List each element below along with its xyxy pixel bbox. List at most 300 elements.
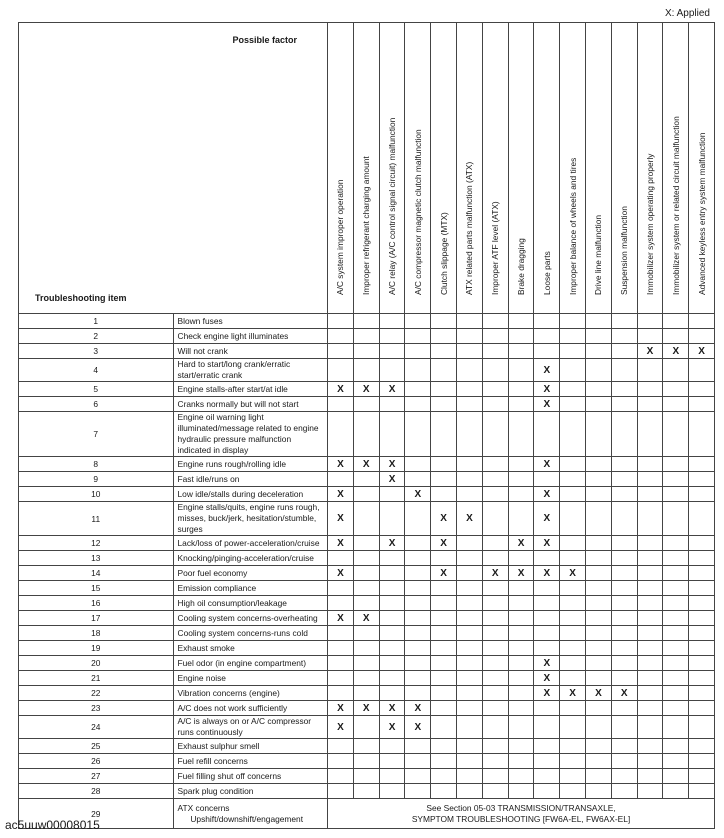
factor-cell [560, 716, 586, 739]
factor-cell [637, 329, 663, 344]
factor-cell [689, 397, 715, 412]
factor-label: Immobilizer system or related circuit malfunction [670, 116, 681, 295]
factor-cell [534, 412, 560, 457]
row-number: 10 [19, 487, 174, 502]
factor-cell [586, 344, 612, 359]
factor-cell [611, 536, 637, 551]
factor-cell [560, 784, 586, 799]
factor-cell [586, 457, 612, 472]
troubleshooting-item: A/C does not work sufficiently [173, 701, 328, 716]
factor-cell [663, 502, 689, 536]
factor-cell: X [328, 536, 354, 551]
table-row [19, 502, 715, 536]
factor-cell: X [431, 566, 457, 581]
factor-cell [508, 671, 534, 686]
factor-cell [457, 611, 483, 626]
troubleshooting-item: Vibration concerns (engine) [173, 686, 328, 701]
factor-cell [379, 502, 405, 536]
factor-cell [508, 344, 534, 359]
factor-cell [353, 739, 379, 754]
factor-cell [586, 611, 612, 626]
factor-cell [611, 487, 637, 502]
factor-cell [637, 754, 663, 769]
factor-cell [482, 626, 508, 641]
factor-cell [637, 701, 663, 716]
factor-label: A/C relay (A/C control signal circuit) malfunction [387, 117, 398, 295]
factor-cell [689, 314, 715, 329]
factor-cell [482, 502, 508, 536]
factor-cell [663, 457, 689, 472]
factor-cell [663, 784, 689, 799]
factor-cell [611, 566, 637, 581]
factor-cell: X [379, 382, 405, 397]
factor-cell [663, 581, 689, 596]
factor-cell [663, 716, 689, 739]
troubleshooting-item: Fast idle/runs on [173, 472, 328, 487]
factor-cell [560, 502, 586, 536]
factor-cell [689, 502, 715, 536]
factor-cell [457, 314, 483, 329]
factor-cell [482, 382, 508, 397]
factor-cell [353, 472, 379, 487]
factor-cell [663, 566, 689, 581]
factor-cell [353, 581, 379, 596]
factor-cell [328, 656, 354, 671]
factor-cell [379, 769, 405, 784]
factor-cell: X [534, 457, 560, 472]
factor-cell [405, 656, 431, 671]
factor-cell [328, 596, 354, 611]
table-row [19, 487, 715, 502]
table-row [19, 626, 715, 641]
troubleshooting-item: High oil consumption/leakage [173, 596, 328, 611]
table-row [19, 359, 715, 382]
factor-cell [586, 739, 612, 754]
factor-cell [611, 641, 637, 656]
factor-cell [611, 626, 637, 641]
factor-cell [353, 314, 379, 329]
troubleshooting-item: Low idle/stalls during deceleration [173, 487, 328, 502]
factor-cell [482, 457, 508, 472]
factor-cell [379, 359, 405, 382]
factor-cell [689, 701, 715, 716]
factor-cell [482, 769, 508, 784]
header-row [19, 23, 715, 314]
factor-cell [586, 656, 612, 671]
factor-cell: X [534, 686, 560, 701]
factor-cell [431, 784, 457, 799]
factor-cell [534, 701, 560, 716]
factor-cell [508, 739, 534, 754]
factor-cell [457, 382, 483, 397]
factor-cell [663, 536, 689, 551]
factor-cell [611, 314, 637, 329]
factor-cell [379, 551, 405, 566]
factor-cell [431, 314, 457, 329]
factor-cell [689, 641, 715, 656]
factor-header [637, 23, 663, 314]
factor-cell [431, 457, 457, 472]
row-number: 25 [19, 739, 174, 754]
row-number: 22 [19, 686, 174, 701]
row-number: 1 [19, 314, 174, 329]
factor-cell [611, 397, 637, 412]
factor-cell [534, 581, 560, 596]
factor-cell [508, 769, 534, 784]
factor-cell [482, 641, 508, 656]
factor-cell [405, 397, 431, 412]
factor-cell [637, 359, 663, 382]
factor-cell [560, 701, 586, 716]
factor-cell [431, 382, 457, 397]
factor-cell [560, 536, 586, 551]
table-row [19, 769, 715, 784]
factor-cell [405, 581, 431, 596]
factor-cell [405, 754, 431, 769]
factor-cell [560, 397, 586, 412]
factor-cell [457, 344, 483, 359]
factor-cell [353, 487, 379, 502]
factor-cell [560, 641, 586, 656]
factor-cell [611, 754, 637, 769]
factor-cell [482, 784, 508, 799]
factor-cell [431, 611, 457, 626]
factor-cell [637, 581, 663, 596]
factor-cell: X [534, 656, 560, 671]
factor-cell [586, 502, 612, 536]
factor-cell [637, 397, 663, 412]
factor-header [508, 23, 534, 314]
factor-cell [689, 626, 715, 641]
factor-cell [611, 656, 637, 671]
factor-cell [586, 581, 612, 596]
factor-cell [328, 754, 354, 769]
factor-cell: X [457, 502, 483, 536]
factor-cell [637, 457, 663, 472]
factor-cell [328, 769, 354, 784]
factor-cell [379, 754, 405, 769]
factor-cell [482, 739, 508, 754]
factor-cell [663, 472, 689, 487]
factor-cell: X [328, 382, 354, 397]
factor-cell [328, 359, 354, 382]
factor-label: Drive line malfunction [593, 214, 604, 295]
factor-cell [637, 626, 663, 641]
row-number: 5 [19, 382, 174, 397]
factor-label: Advanced keyless entry system malfunction [696, 132, 707, 295]
factor-cell [689, 487, 715, 502]
troubleshooting-item: A/C is always on or A/C compressor runs continuously [173, 716, 328, 739]
factor-cell [379, 581, 405, 596]
factor-header [457, 23, 483, 314]
factor-cell: X [560, 566, 586, 581]
row-number: 8 [19, 457, 174, 472]
factor-cell [379, 686, 405, 701]
factor-cell [508, 397, 534, 412]
troubleshooting-item: Fuel refill concerns [173, 754, 328, 769]
factor-cell [611, 344, 637, 359]
factor-cell [353, 566, 379, 581]
factor-cell [663, 626, 689, 641]
factor-cell [689, 611, 715, 626]
factor-cell [508, 457, 534, 472]
factor-cell [586, 701, 612, 716]
troubleshooting-item: Engine oil warning light illuminated/message related to engine hydraulic pressure malfunction indicated in display [173, 412, 328, 457]
factor-cell [457, 754, 483, 769]
factor-cell: X [379, 457, 405, 472]
factor-label: Brake dragging [516, 238, 527, 295]
factor-cell [457, 641, 483, 656]
factor-label: Improper ATF level (ATX) [490, 201, 501, 295]
factor-cell [586, 314, 612, 329]
factor-label: Loose parts [541, 251, 552, 295]
image-code: ac5uuw00008015 [5, 818, 100, 832]
factor-cell [586, 784, 612, 799]
row-number: 23 [19, 701, 174, 716]
factor-cell [353, 769, 379, 784]
table-row [19, 799, 715, 829]
factor-cell [328, 344, 354, 359]
factor-cell [457, 581, 483, 596]
factor-cell [482, 686, 508, 701]
row-number: 3 [19, 344, 174, 359]
table-row [19, 536, 715, 551]
factor-cell: X [534, 487, 560, 502]
factor-cell: X [405, 716, 431, 739]
factor-cell [508, 701, 534, 716]
factor-cell [637, 566, 663, 581]
factor-cell [663, 739, 689, 754]
troubleshooting-item: Engine noise [173, 671, 328, 686]
factor-cell [611, 329, 637, 344]
table-row [19, 551, 715, 566]
row-number: 9 [19, 472, 174, 487]
factor-cell [379, 397, 405, 412]
factor-header [405, 23, 431, 314]
factor-label: Immobilizer system operating properly [645, 153, 655, 295]
factor-cell [328, 671, 354, 686]
troubleshooting-item: Engine runs rough/rolling idle [173, 457, 328, 472]
factor-cell [405, 566, 431, 581]
table-row [19, 344, 715, 359]
table-row [19, 716, 715, 739]
factor-label: A/C compressor magnetic clutch malfunction [412, 129, 423, 295]
factor-cell [482, 671, 508, 686]
table-row [19, 784, 715, 799]
row-number: 13 [19, 551, 174, 566]
factor-cell [689, 784, 715, 799]
factor-cell: X [379, 536, 405, 551]
factor-cell [431, 596, 457, 611]
factor-cell [560, 472, 586, 487]
factor-cell [457, 656, 483, 671]
factor-cell [353, 671, 379, 686]
factor-cell: X [508, 536, 534, 551]
table-row [19, 671, 715, 686]
factor-cell [508, 487, 534, 502]
factor-cell [560, 314, 586, 329]
factor-cell [534, 641, 560, 656]
factor-cell [379, 641, 405, 656]
factor-cell [405, 611, 431, 626]
factor-cell: X [534, 359, 560, 382]
factor-cell [637, 412, 663, 457]
factor-cell [405, 344, 431, 359]
factor-cell [560, 457, 586, 472]
factor-cell [663, 596, 689, 611]
factor-cell [353, 626, 379, 641]
factor-cell [689, 329, 715, 344]
row-number: 26 [19, 754, 174, 769]
factor-cell [457, 769, 483, 784]
factor-cell [663, 359, 689, 382]
factor-cell [457, 566, 483, 581]
factor-cell [431, 739, 457, 754]
troubleshooting-item: Fuel filling shut off concerns [173, 769, 328, 784]
factor-cell: X [689, 344, 715, 359]
factor-cell [379, 611, 405, 626]
factor-cell [663, 382, 689, 397]
factor-cell [328, 412, 354, 457]
factor-cell [560, 656, 586, 671]
factor-cell [431, 671, 457, 686]
factor-cell [637, 472, 663, 487]
factor-cell: X [328, 611, 354, 626]
table-row [19, 611, 715, 626]
factor-cell [637, 784, 663, 799]
factor-cell [379, 314, 405, 329]
factor-cell [353, 754, 379, 769]
factor-cell [637, 382, 663, 397]
factor-cell: X [534, 382, 560, 397]
table-row [19, 656, 715, 671]
factor-cell [637, 536, 663, 551]
factor-cell [353, 551, 379, 566]
factor-cell [586, 551, 612, 566]
factor-cell [482, 344, 508, 359]
factor-cell: X [353, 382, 379, 397]
factor-cell [431, 344, 457, 359]
factor-cell [405, 472, 431, 487]
factor-cell [560, 769, 586, 784]
table-row [19, 382, 715, 397]
factor-cell [637, 596, 663, 611]
factor-cell [379, 412, 405, 457]
factor-cell [663, 701, 689, 716]
factor-cell [508, 472, 534, 487]
factor-cell [405, 626, 431, 641]
factor-cell [457, 457, 483, 472]
factor-header [663, 23, 689, 314]
table-row [19, 581, 715, 596]
factor-cell [328, 739, 354, 754]
factor-cell [637, 487, 663, 502]
factor-cell [508, 784, 534, 799]
factor-cell: X [534, 397, 560, 412]
factor-cell [534, 754, 560, 769]
factor-cell [431, 487, 457, 502]
factor-cell: X [328, 487, 354, 502]
factor-cell [405, 671, 431, 686]
factor-cell [482, 536, 508, 551]
factor-cell [457, 596, 483, 611]
row-number: 6 [19, 397, 174, 412]
factor-cell [560, 487, 586, 502]
factor-cell [328, 397, 354, 412]
factor-cell [560, 596, 586, 611]
row-number: 15 [19, 581, 174, 596]
factor-cell: X [534, 566, 560, 581]
factor-cell [405, 686, 431, 701]
factor-cell [586, 671, 612, 686]
factor-cell [328, 686, 354, 701]
troubleshooting-item: Check engine light illuminates [173, 329, 328, 344]
factor-header [482, 23, 508, 314]
see-line-1: See Section 05-03 TRANSMISSION/TRANSAXLE, [426, 802, 616, 813]
see-section-note [328, 799, 715, 829]
factor-cell: X [353, 611, 379, 626]
factor-cell [534, 739, 560, 754]
factor-cell [508, 329, 534, 344]
factor-header [689, 23, 715, 314]
factor-cell [637, 739, 663, 754]
troubleshooting-item: Cooling system concerns-overheating [173, 611, 328, 626]
factor-cell [611, 472, 637, 487]
factor-cell [353, 502, 379, 536]
factor-label: ATX related parts malfunction (ATX) [464, 161, 475, 295]
factor-cell [508, 754, 534, 769]
table-row [19, 457, 715, 472]
factor-cell [482, 701, 508, 716]
table-row [19, 329, 715, 344]
legend: X: Applied [664, 8, 710, 19]
factor-cell [611, 457, 637, 472]
factor-cell [457, 701, 483, 716]
factor-cell [405, 457, 431, 472]
troubleshooting-item: Cooling system concerns-runs cold [173, 626, 328, 641]
factor-cell [508, 626, 534, 641]
factor-cell [689, 536, 715, 551]
factor-cell [560, 382, 586, 397]
factor-cell [405, 382, 431, 397]
factor-cell [457, 536, 483, 551]
factor-cell [663, 641, 689, 656]
factor-cell [328, 472, 354, 487]
factor-cell [379, 784, 405, 799]
factor-cell [431, 412, 457, 457]
factor-cell: X [379, 701, 405, 716]
factor-cell: X [637, 344, 663, 359]
factor-cell: X [379, 472, 405, 487]
factor-cell [689, 656, 715, 671]
factor-cell [586, 769, 612, 784]
factor-cell [611, 412, 637, 457]
troubleshooting-item: Hard to start/long crank/erratic start/erratic crank [173, 359, 328, 382]
factor-cell [689, 754, 715, 769]
factor-cell [482, 581, 508, 596]
factor-cell [508, 716, 534, 739]
factor-cell [611, 769, 637, 784]
factor-cell: X [586, 686, 612, 701]
factor-cell [431, 626, 457, 641]
factor-cell [689, 457, 715, 472]
factor-cell [405, 641, 431, 656]
factor-cell [637, 641, 663, 656]
factor-cell [508, 581, 534, 596]
factor-cell: X [534, 536, 560, 551]
factor-cell [379, 344, 405, 359]
table-row [19, 397, 715, 412]
